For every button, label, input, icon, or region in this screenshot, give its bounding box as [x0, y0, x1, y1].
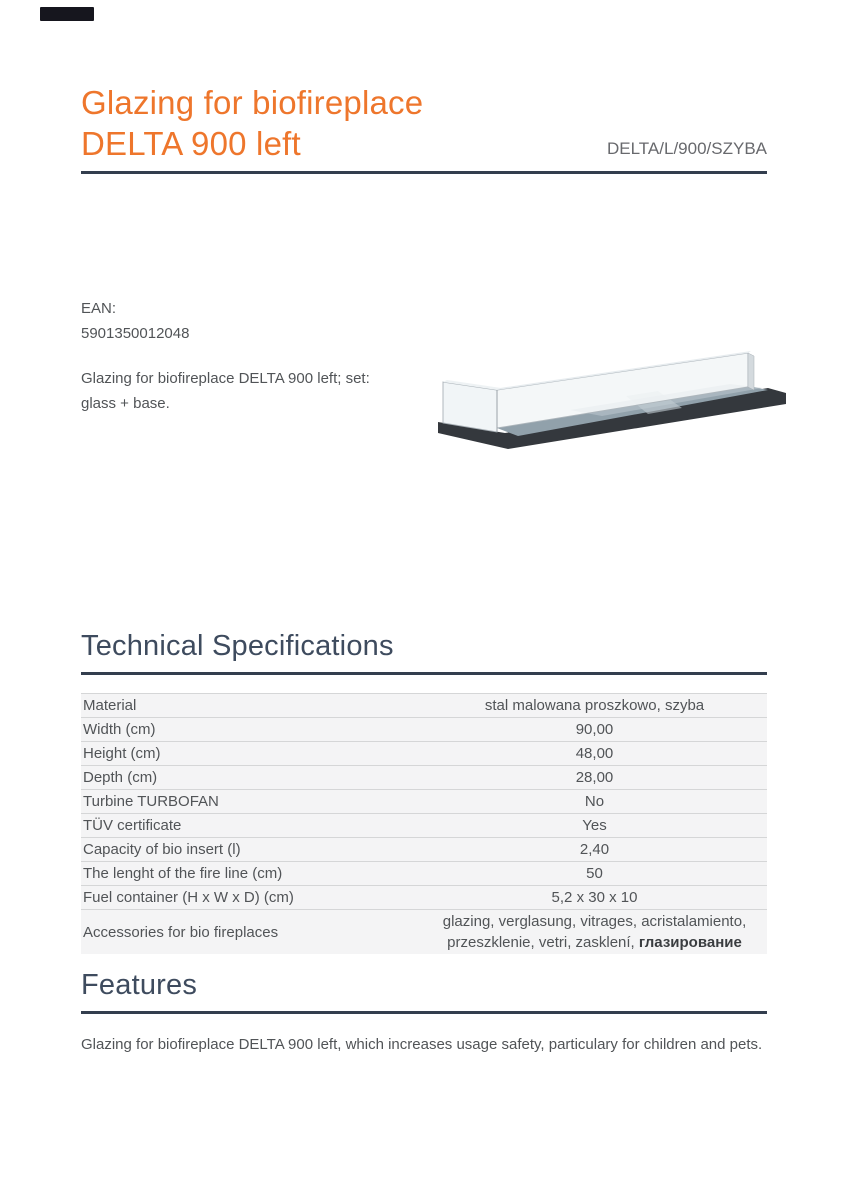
spec-label: Capacity of bio insert (l): [83, 841, 241, 858]
product-left-glass: [443, 382, 497, 432]
spec-label: Depth (cm): [83, 769, 158, 786]
features-section: [81, 968, 767, 1056]
product-description: [81, 366, 411, 416]
spec-label: Accessories for bio fireplaces: [83, 923, 279, 941]
product-description-line1: Glazing for biofireplace DELTA 900 left; set:: [81, 370, 370, 387]
table-row: [81, 694, 767, 718]
product-description-line2: glass + base.: [81, 395, 170, 412]
spec-value: 50: [586, 865, 603, 882]
spec-value: 90,00: [575, 721, 614, 738]
spec-label: TÜV certificate: [83, 817, 182, 834]
ean-value: 5901350012048: [81, 325, 190, 342]
table-row: [81, 718, 767, 742]
features-text: Glazing for biofireplace DELTA 900 left, which increases usage safety, particulary for children and pets.: [81, 1036, 763, 1053]
product-image: [430, 336, 790, 454]
table-row: [81, 886, 767, 910]
table-row: [81, 790, 767, 814]
page-title-line2: DELTA 900 left: [81, 125, 301, 162]
spec-label: Fuel container (H x W x D) (cm): [83, 889, 294, 906]
table-row: [81, 742, 767, 766]
spec-value: 48,00: [575, 745, 614, 762]
header-divider: [81, 171, 767, 174]
table-row: [81, 862, 767, 886]
spec-value: 2,40: [579, 841, 610, 858]
spec-value: No: [584, 793, 605, 810]
spec-label: Material: [83, 697, 137, 714]
ean-block: [81, 296, 189, 346]
spec-label: Height (cm): [83, 745, 161, 762]
ean-label: EAN:: [81, 300, 117, 317]
page-header: [81, 82, 767, 164]
technical-specifications-title: Technical Specifications: [81, 630, 394, 662]
table-row: [81, 838, 767, 862]
technical-specifications-section: [81, 629, 767, 954]
spec-label: Width (cm): [83, 721, 156, 738]
features-title: Features: [81, 969, 198, 1001]
product-code: DELTA/L/900/SZYBA: [607, 139, 767, 158]
table-row: [81, 814, 767, 838]
features-divider: [81, 1011, 767, 1014]
spec-value: 28,00: [575, 769, 614, 786]
spec-table: [81, 693, 767, 954]
specs-divider: [81, 672, 767, 675]
spec-value: glazing, verglasung, vitrages, acristalamiento, przeszklenie, vetri, zasklení, глазирование: [442, 913, 747, 951]
spec-label: Turbine TURBOFAN: [83, 793, 219, 810]
page-title-line1: Glazing for biofireplace: [81, 84, 424, 121]
table-row: [81, 910, 767, 954]
brand-logo-bar: [40, 7, 94, 21]
table-row: [81, 766, 767, 790]
page-title: [81, 82, 423, 164]
spec-value: 5,2 x 30 x 10: [551, 889, 638, 906]
spec-value: Yes: [582, 817, 607, 834]
spec-label: The lenght of the fire line (cm): [83, 865, 283, 882]
spec-value-bold: глазирование: [638, 934, 742, 951]
spec-value: stal malowana proszkowo, szyba: [484, 697, 705, 714]
